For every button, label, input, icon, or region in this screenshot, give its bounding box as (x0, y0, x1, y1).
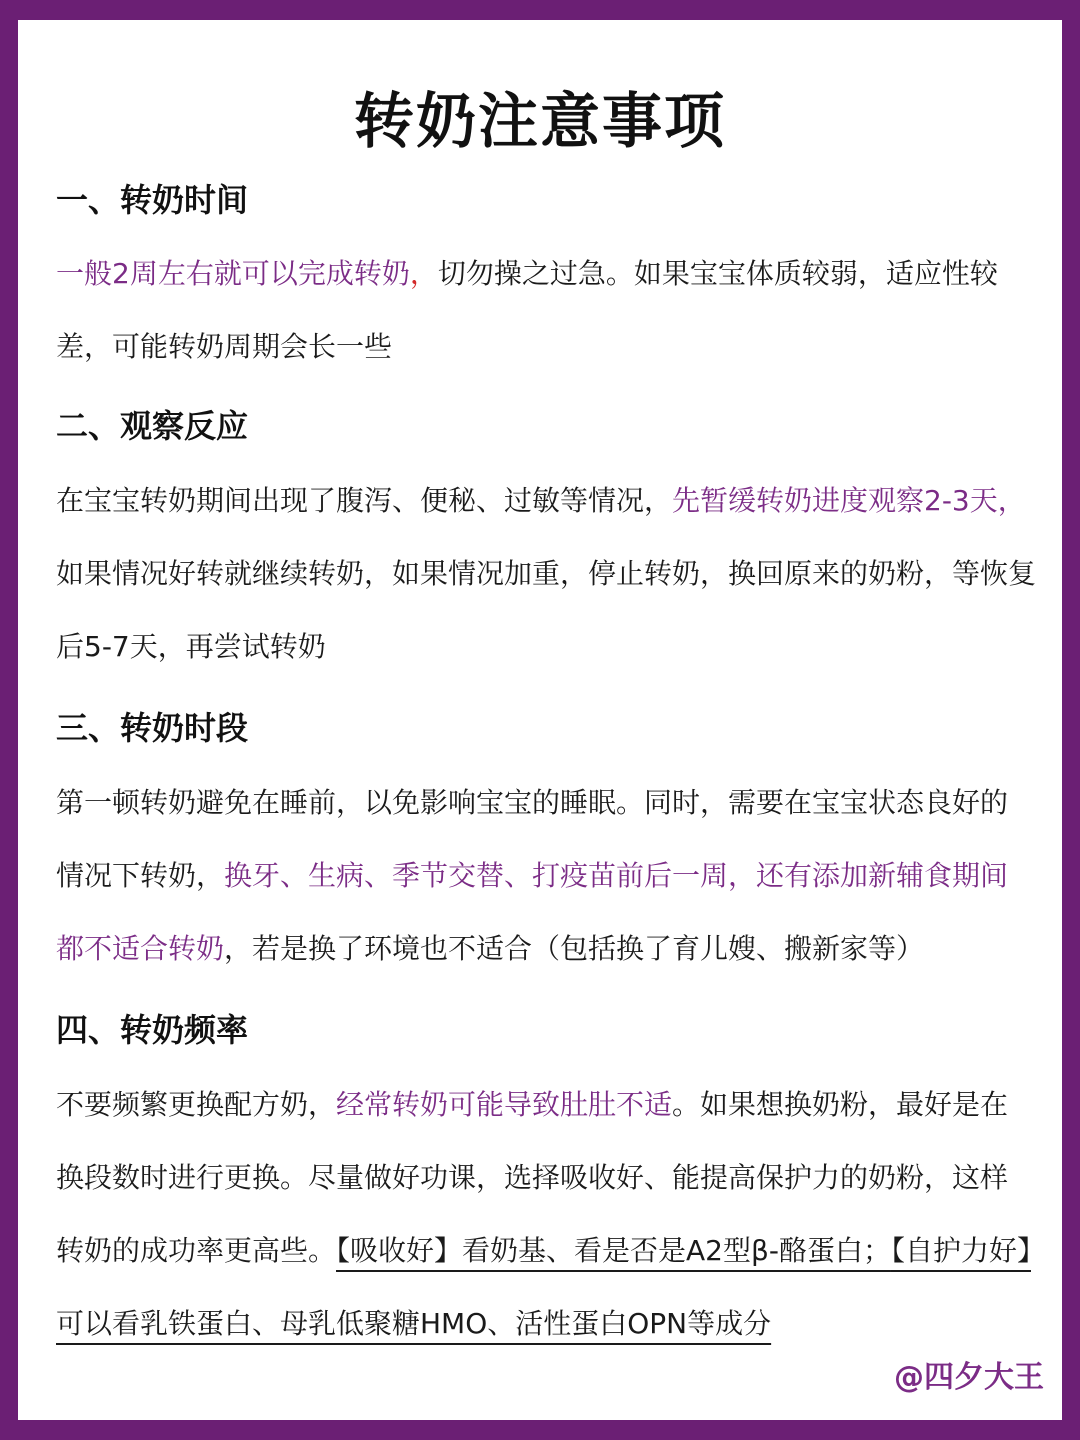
section-4-underline-absorption: 【吸收好】看奶基、看是否是A2型β-酪蛋白； (336, 1234, 891, 1267)
section-2-text-b: 如果情况好转就继续转奶，如果情况加重，停止转奶，换回原来的奶粉，等恢复后5-7天，再尝试转奶 (56, 557, 1037, 663)
section-2-paragraph (56, 464, 1046, 683)
section-1-text: 切勿操之过急。如果宝宝体质较弱，适应性较差，可能转奶周期会长一些 (56, 257, 998, 363)
section-4-highlight: 经常转奶可能导致肚肚不适 (336, 1088, 673, 1121)
section-4-paragraph (56, 1068, 1031, 1360)
section-3-text-a: 第一顿转奶避免在睡前，以免影响宝宝的睡眠。同时，需要在宝宝状态良好的情况下转奶， (56, 786, 1009, 892)
section-1-highlight: 一般2周左右就可以完成转奶 (56, 257, 410, 290)
section-1-paragraph (56, 237, 1031, 383)
section-3-paragraph (56, 766, 1031, 985)
section-1-heading: 一、转奶时间 (56, 181, 249, 219)
section-2-text-a: 在宝宝转奶期间出现了腹泻、便秘、过敏等情况， (56, 484, 673, 517)
author-signature: @四夕大王 (894, 1360, 1044, 1395)
section-3-highlight: 换牙、生病、季节交替、打疫苗前后一周，还有添加新辅食期间都不适合转奶 (56, 859, 1009, 965)
section-2-highlight: 先暂缓转奶进度观察2-3天， (672, 484, 1026, 517)
section-4-underline-protection: 【自护力好】可以看乳铁蛋白、母乳低聚糖HMO、活性蛋白OPN等成分 (56, 1234, 1031, 1340)
section-3-heading: 三、转奶时段 (56, 709, 249, 747)
section-4-text-b: 。如果想换奶粉，最好是在换段数时进行更换。尽量做好功课，选择吸收好、能提高保护力的奶粉，这样转奶的成功率更高些。 (56, 1088, 1009, 1267)
section-4-text-a: 不要频繁更换配方奶， (56, 1088, 337, 1121)
section-1-comma: ， (409, 257, 438, 290)
section-2-heading: 二、观察反应 (56, 407, 249, 445)
page-title: 转奶注意事项 (354, 87, 726, 157)
content-card (18, 20, 1062, 1420)
section-3-text-b: ，若是换了环境也不适合（包括换了育儿嫂、搬新家等） (224, 932, 925, 965)
section-4-heading: 四、转奶频率 (56, 1011, 249, 1049)
